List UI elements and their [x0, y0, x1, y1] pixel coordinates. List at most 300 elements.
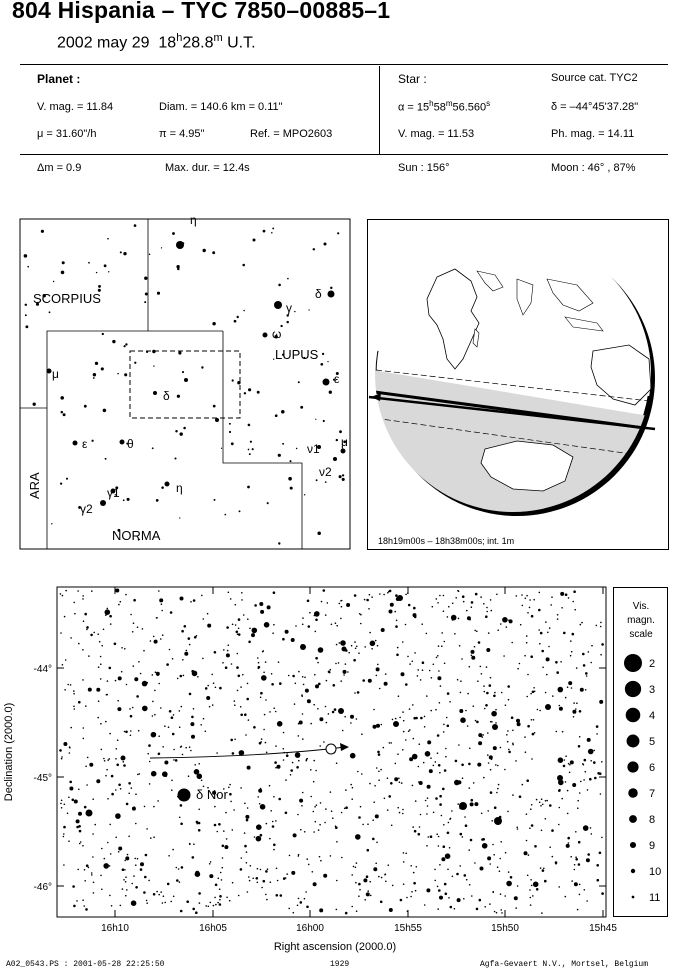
finder-star-label: γ1	[107, 486, 120, 500]
field-star	[443, 731, 445, 733]
field-star	[103, 863, 109, 869]
field-star	[229, 793, 232, 796]
field-star	[345, 663, 347, 665]
field-star	[364, 646, 366, 648]
field-star	[560, 661, 562, 663]
field-star	[577, 800, 579, 802]
field-star	[61, 758, 63, 760]
field-star	[487, 810, 489, 812]
field-star	[426, 633, 428, 635]
field-star	[601, 892, 604, 895]
field-star	[463, 601, 465, 603]
field-star	[100, 723, 102, 725]
field-star	[451, 615, 457, 621]
field-star	[278, 661, 280, 663]
field-star	[593, 761, 596, 764]
field-star	[529, 827, 531, 829]
field-star	[173, 714, 175, 716]
field-star	[263, 729, 265, 731]
field-star	[516, 827, 518, 829]
field-star	[348, 652, 350, 654]
field-star	[547, 632, 549, 634]
field-star	[559, 807, 561, 809]
scale-label: 7	[649, 788, 656, 800]
field-star	[401, 672, 405, 676]
field-star	[238, 628, 240, 630]
field-star	[563, 632, 566, 635]
field-star	[136, 695, 139, 698]
field-star	[105, 775, 107, 777]
field-star	[340, 640, 346, 646]
bright-star	[397, 595, 403, 601]
field-star	[198, 763, 200, 765]
field-star	[360, 806, 362, 808]
bright-star	[338, 708, 344, 714]
field-star	[355, 882, 357, 884]
field-star	[117, 707, 121, 711]
field-star	[257, 868, 259, 870]
field-star	[522, 784, 524, 786]
field-star	[261, 675, 267, 681]
field-star	[83, 727, 85, 729]
field-star	[385, 881, 387, 883]
field-star	[363, 878, 367, 882]
field-star	[482, 736, 484, 738]
field-star	[172, 849, 174, 851]
field-star	[385, 673, 387, 675]
field-star	[109, 733, 111, 735]
field-star	[256, 824, 262, 830]
field-star	[487, 754, 489, 756]
field-star	[540, 867, 542, 869]
field-star	[588, 749, 594, 755]
field-star	[126, 803, 129, 806]
field-star	[130, 730, 132, 732]
field-star	[514, 896, 518, 900]
field-star	[490, 791, 493, 794]
field-star	[196, 635, 198, 637]
field-star	[445, 756, 447, 758]
field-star	[471, 799, 474, 802]
field-star	[150, 837, 152, 839]
field-star	[228, 787, 230, 789]
field-star	[354, 641, 356, 643]
field-star	[473, 705, 475, 707]
field-star	[101, 749, 103, 751]
field-star	[285, 812, 288, 815]
field-star	[158, 735, 160, 737]
field-star	[491, 610, 493, 612]
field-star	[520, 624, 522, 626]
field-star	[527, 674, 529, 676]
field-star	[376, 675, 378, 677]
field-star	[78, 812, 82, 816]
field-star	[600, 654, 602, 656]
field-star	[247, 766, 251, 770]
field-star	[596, 864, 599, 867]
field-star	[82, 595, 84, 597]
field-star	[430, 835, 433, 838]
field-star	[417, 669, 419, 671]
field-star	[531, 615, 534, 618]
field-star	[416, 866, 418, 868]
field-star	[226, 897, 228, 899]
field-star	[405, 683, 408, 686]
field-star	[436, 657, 438, 659]
field-star	[115, 589, 119, 593]
scale-dot	[627, 761, 638, 772]
field-star	[320, 802, 322, 804]
field-star	[376, 667, 380, 671]
field-star	[540, 805, 542, 807]
field-star	[245, 815, 249, 819]
star-right-ascension: $\alpha = 15^h58^m56.560^s$	[398, 99, 491, 114]
field-star	[248, 876, 250, 878]
field-star	[564, 759, 566, 761]
field-star	[469, 748, 471, 750]
field-star	[442, 788, 445, 791]
field-star	[435, 761, 437, 763]
field-star	[116, 764, 119, 767]
field-star	[312, 871, 314, 873]
field-star	[124, 860, 126, 862]
field-star	[79, 843, 81, 845]
field-star	[579, 710, 582, 713]
field-star	[451, 810, 453, 812]
field-star	[195, 871, 199, 875]
field-star	[414, 830, 417, 833]
field-star	[376, 724, 380, 728]
field-star	[325, 808, 327, 810]
field-star	[424, 904, 426, 906]
field-star	[115, 813, 121, 819]
field-star	[92, 856, 94, 858]
field-star	[366, 599, 369, 602]
field-star	[438, 836, 440, 838]
field-star	[63, 742, 67, 746]
field-star	[565, 697, 567, 699]
field-star	[534, 732, 536, 734]
field-star	[497, 765, 499, 767]
field-star	[179, 726, 181, 728]
field-star	[137, 626, 139, 628]
field-star	[580, 688, 584, 692]
field-star	[375, 814, 379, 818]
field-star	[568, 842, 570, 844]
field-star	[336, 625, 338, 627]
field-star	[111, 905, 113, 907]
field-star	[170, 901, 172, 903]
field-star	[465, 824, 468, 827]
field-star	[499, 858, 501, 860]
field-star	[207, 624, 211, 628]
field-star	[477, 763, 481, 767]
field-star	[387, 777, 389, 779]
field-star	[292, 762, 294, 764]
field-star	[134, 677, 138, 681]
field-star	[403, 852, 405, 854]
field-star	[375, 863, 377, 865]
field-star	[235, 624, 237, 626]
field-star	[597, 772, 600, 775]
bright-star	[459, 802, 467, 810]
field-star	[358, 816, 361, 819]
field-star	[475, 593, 478, 596]
field-star	[578, 745, 581, 748]
field-star	[353, 866, 355, 868]
field-star	[455, 760, 458, 763]
field-star	[172, 658, 174, 660]
field-star	[229, 900, 231, 902]
field-star	[412, 826, 414, 828]
footer-credit: Agfa-Gevaert N.V., Mortsel, Belgium	[480, 960, 649, 969]
field-star	[62, 595, 64, 597]
field-star	[394, 777, 398, 781]
field-star	[60, 803, 62, 805]
field-star	[318, 647, 324, 653]
field-star	[565, 781, 567, 783]
field-star	[324, 822, 326, 824]
field-star	[305, 891, 307, 893]
field-star	[125, 895, 127, 897]
field-star	[333, 684, 336, 687]
field-star	[373, 867, 377, 871]
field-star	[240, 714, 243, 717]
field-star	[157, 800, 159, 802]
field-star	[590, 760, 592, 762]
field-star	[318, 683, 321, 686]
field-star	[584, 889, 586, 891]
field-star	[338, 662, 340, 664]
field-star	[381, 724, 383, 726]
field-star	[573, 590, 576, 593]
field-star	[456, 873, 459, 876]
field-star	[300, 901, 303, 904]
field-star	[486, 607, 488, 609]
field-star	[196, 821, 199, 824]
field-star	[437, 734, 440, 737]
field-star	[271, 683, 274, 686]
field-star	[364, 899, 366, 901]
field-star	[446, 717, 448, 719]
field-star	[464, 816, 466, 818]
delta-nor-star	[178, 789, 191, 802]
field-star	[468, 849, 470, 851]
field-star	[410, 896, 412, 898]
field-star	[301, 694, 303, 696]
field-star	[84, 880, 86, 882]
field-star	[191, 735, 195, 739]
planet-heading: Planet :	[37, 72, 81, 86]
field-star	[291, 871, 295, 875]
field-star	[384, 682, 388, 686]
field-star	[180, 910, 183, 913]
field-star	[82, 899, 84, 901]
field-star	[215, 687, 217, 689]
field-star	[384, 874, 386, 876]
field-star	[74, 800, 78, 804]
field-star	[153, 836, 155, 838]
field-star	[293, 912, 295, 914]
field-star	[124, 731, 126, 733]
field-star	[600, 793, 602, 795]
max-duration: Max. dur. = 12.4s	[165, 162, 250, 174]
field-star	[519, 795, 522, 798]
field-star	[496, 912, 498, 914]
field-star	[247, 683, 249, 685]
field-star	[169, 649, 171, 651]
field-star	[201, 595, 203, 597]
field-star	[115, 758, 117, 760]
field-star	[297, 905, 299, 907]
field-star	[443, 610, 445, 612]
field-star	[214, 806, 216, 808]
field-star	[434, 869, 436, 871]
field-star	[198, 829, 201, 832]
field-star	[374, 785, 376, 787]
field-star	[551, 596, 553, 598]
field-star	[76, 826, 79, 829]
field-star	[180, 823, 183, 826]
field-star	[86, 626, 89, 629]
field-star	[326, 722, 328, 724]
field-star	[260, 869, 262, 871]
delta-nor-label: δ Nor	[196, 787, 228, 802]
field-star	[584, 759, 587, 762]
field-star	[100, 656, 102, 658]
field-star	[109, 895, 111, 897]
field-star	[388, 795, 391, 798]
field-star	[346, 603, 350, 607]
scale-dot	[629, 815, 637, 823]
field-star	[215, 884, 218, 887]
field-star	[313, 831, 315, 833]
field-star	[219, 888, 221, 890]
field-star	[447, 616, 449, 618]
field-star	[396, 654, 399, 657]
field-star	[78, 643, 80, 645]
moon-info: Moon : 46° , 87%	[551, 162, 636, 174]
field-star	[216, 752, 218, 754]
field-star	[152, 674, 154, 676]
field-star	[450, 906, 453, 909]
field-star	[152, 715, 154, 717]
field-star	[362, 679, 365, 682]
field-star	[208, 906, 210, 908]
field-star	[257, 657, 259, 659]
field-star	[587, 789, 589, 791]
field-star	[340, 680, 342, 682]
field-star	[560, 592, 564, 596]
field-star	[526, 635, 528, 637]
field-star	[193, 843, 195, 845]
scale-label: 2	[649, 658, 656, 670]
field-star	[361, 773, 363, 775]
field-star	[529, 599, 531, 601]
field-star	[542, 869, 545, 872]
field-star	[437, 676, 441, 680]
field-star	[244, 713, 247, 716]
field-star	[432, 606, 434, 608]
field-star	[435, 709, 437, 711]
field-star	[369, 632, 371, 634]
field-star	[314, 806, 316, 808]
field-star	[135, 823, 137, 825]
field-star	[74, 708, 76, 710]
field-star	[307, 600, 310, 603]
field-star	[488, 632, 490, 634]
field-star	[368, 679, 372, 683]
field-star	[437, 908, 439, 910]
field-star	[555, 661, 558, 664]
field-star	[107, 842, 109, 844]
field-star	[439, 896, 443, 900]
field-star	[205, 731, 207, 733]
field-star	[466, 610, 468, 612]
field-star	[295, 625, 297, 627]
field-star	[87, 757, 89, 759]
field-star	[228, 592, 230, 594]
finder-star-label: ε	[82, 437, 88, 451]
field-star	[379, 688, 381, 690]
field-star	[526, 840, 528, 842]
field-star	[189, 644, 191, 646]
field-star	[288, 675, 290, 677]
field-star	[395, 718, 397, 720]
field-star	[252, 628, 258, 634]
field-star	[356, 718, 358, 720]
field-star	[323, 874, 327, 878]
field-star	[352, 787, 354, 789]
field-star	[599, 852, 602, 855]
field-star	[269, 785, 271, 787]
field-star	[383, 747, 385, 749]
field-star	[69, 747, 71, 749]
field-star	[499, 870, 501, 872]
field-star	[480, 666, 482, 668]
field-star	[265, 870, 268, 873]
field-star	[283, 748, 285, 750]
field-star	[448, 606, 450, 608]
field-star	[412, 661, 414, 663]
field-star	[457, 679, 459, 681]
field-star	[371, 648, 373, 650]
field-star	[577, 807, 579, 809]
field-star	[506, 626, 508, 628]
field-star	[426, 845, 428, 847]
field-star	[88, 867, 90, 869]
field-star	[500, 623, 502, 625]
field-star	[589, 778, 592, 781]
source-catalog: Source cat. TYC2	[551, 72, 638, 84]
field-star	[115, 837, 117, 839]
field-star	[122, 888, 124, 890]
field-star	[545, 818, 547, 820]
field-star	[369, 881, 371, 883]
field-star	[455, 597, 457, 599]
field-star	[586, 675, 588, 677]
field-star	[80, 841, 82, 843]
bright-star	[557, 775, 563, 781]
field-star	[398, 695, 400, 697]
field-star	[192, 856, 195, 859]
scale-label: 10	[649, 866, 662, 878]
field-star	[419, 743, 421, 745]
field-star	[579, 884, 581, 886]
field-star	[441, 632, 443, 634]
field-star	[468, 763, 471, 766]
field-star	[336, 762, 338, 764]
